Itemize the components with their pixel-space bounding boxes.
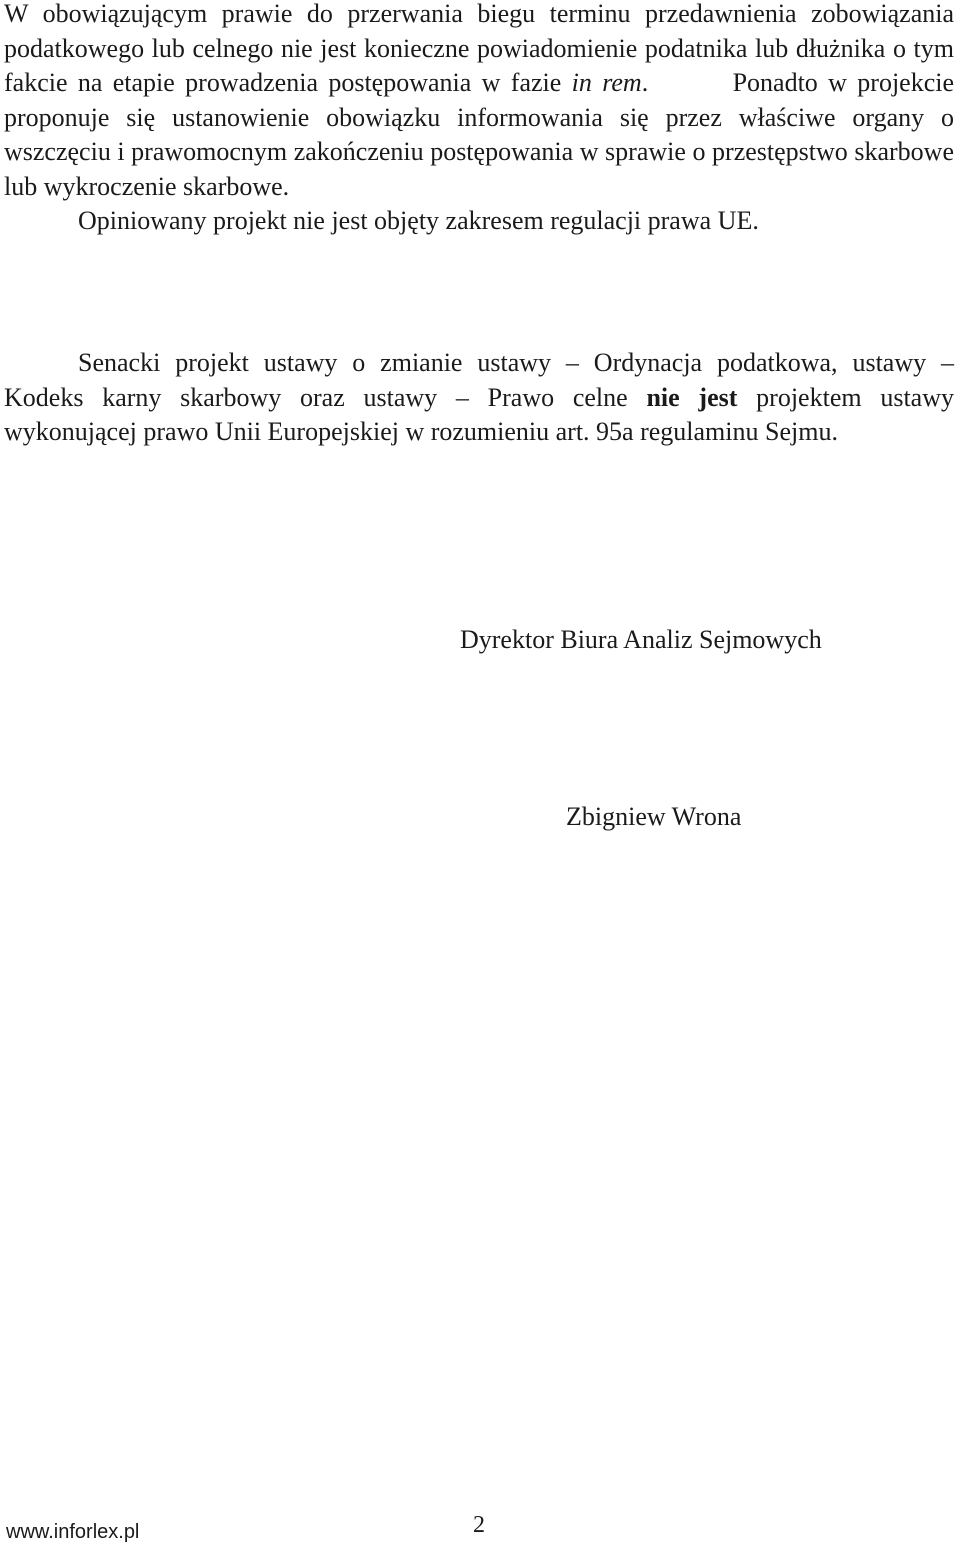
paragraph-przedawnienie	[4, 0, 954, 239]
paragraph-text: Ponadto w projekcie proponuje się ustanowienie obowiązku informowania się przez właściwe organy o wszczęciu i prawomocnym zakończeniu postępowania w sprawie o przestępstwo skarbowe lub wykroczenie skarbowe.	[4, 68, 955, 201]
paragraph-text: .	[641, 68, 659, 97]
signature-title: Dyrektor Biura Analiz Sejmowych	[460, 625, 822, 654]
footer-url: www.inforlex.pl	[6, 1521, 140, 1543]
signature-name: Zbigniew Wrona	[566, 802, 742, 831]
eu-scope-text: Opiniowany projekt nie jest objęty zakresem regulacji prawa UE.	[78, 206, 759, 235]
emphasis-in-rem: in rem	[571, 68, 642, 97]
paragraph-senate-project	[4, 346, 954, 450]
paragraph-text: Senacki projekt ustawy o zmianie ustawy – Ordynacja podatkowa, ustawy – Kodeks karny skarbowy oraz ustawy – Prawo celne	[4, 348, 954, 412]
page-number: 2	[473, 1512, 485, 1538]
eu-scope-line	[4, 204, 954, 239]
bold-nie-jest: nie jest	[646, 382, 738, 412]
paragraph-text: projektem ustawy wykonującej prawo Unii Europejskiej w rozumieniu art. 95a regulaminu Sejmu.	[4, 382, 955, 446]
paragraph-text: W obowiązującym prawie do przerwania biegu terminu przedawnienia zobowiązania podatkowego lub celnego nie jest konieczne powiadomienie podatnika lub dłużnika o tym fakcie na etapie prowadzenia postępowania w fazie	[4, 0, 954, 97]
